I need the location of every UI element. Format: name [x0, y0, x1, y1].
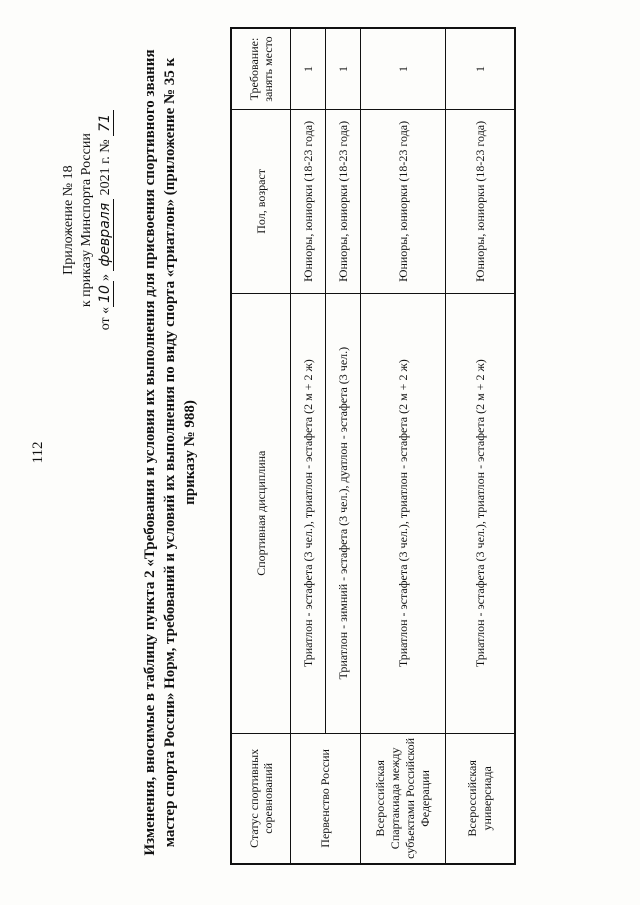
requirements-table	[230, 27, 516, 865]
appendix-order-ref: к приказу Минспорта России	[79, 133, 94, 308]
document-heading: Изменения, вносимые в таблицу пункта 2 «Требования и условия их выполнения для присвоения спортивного звания мастер спорта России» Норм, требований и условий их выполнения по виду спорта «триатлон» (приложение № 35 к приказу № 988)	[142, 49, 198, 856]
cell-place: 1	[361, 28, 446, 110]
table-row	[291, 28, 326, 864]
cell-place: 1	[326, 28, 361, 110]
cell-status: Всероссийская универсиада	[446, 733, 516, 864]
cell-place: 1	[446, 28, 516, 110]
appendix-title: Приложение № 18	[61, 165, 76, 275]
header-requirement: Требование: занять место	[231, 28, 291, 110]
cell-sex-age: Юниоры, юниорки (18-23 года)	[326, 110, 361, 294]
handwritten-number: 71	[97, 110, 114, 136]
header-discipline: Спортивная дисциплина	[231, 293, 291, 733]
cell-sex-age: Юниоры, юниорки (18-23 года)	[361, 110, 446, 294]
handwritten-day: 10	[97, 281, 114, 307]
cell-sex-age: Юниоры, юниорки (18-23 года)	[446, 110, 516, 294]
date-year: 2021 г. №	[98, 139, 113, 199]
handwritten-month: февраля	[97, 199, 114, 271]
cell-place: 1	[291, 28, 326, 110]
table-row	[361, 28, 446, 864]
table-header-row	[231, 28, 291, 864]
appendix-block	[60, 110, 115, 330]
date-prefix: от «	[98, 306, 113, 331]
page-number: 112	[30, 441, 46, 464]
header-status: Статус спортивных соревнований	[231, 733, 291, 864]
cell-sex-age: Юниоры, юниорки (18-23 года)	[291, 110, 326, 294]
appendix-date-line	[96, 110, 115, 330]
cell-discipline: Триатлон - эстафета (3 чел.), триатлон - эстафета (2 м + 2 ж)	[291, 293, 326, 733]
cell-discipline: Триатлон - эстафета (3 чел.), триатлон - эстафета (2 м + 2 ж)	[446, 293, 516, 733]
cell-status: Всероссийская Спартакиада между субъектами Российской Федерации	[361, 733, 446, 864]
cell-discipline: Триатлон - эстафета (3 чел.), триатлон - эстафета (2 м + 2 ж)	[361, 293, 446, 733]
date-mid: »	[98, 270, 113, 282]
cell-status: Первенство России	[291, 733, 361, 864]
cell-discipline: Триатлон - зимний - эстафета (3 чел.), дуатлон - эстафета (3 чел.)	[326, 293, 361, 733]
table-row	[446, 28, 516, 864]
header-sex-age: Пол, возраст	[231, 110, 291, 294]
